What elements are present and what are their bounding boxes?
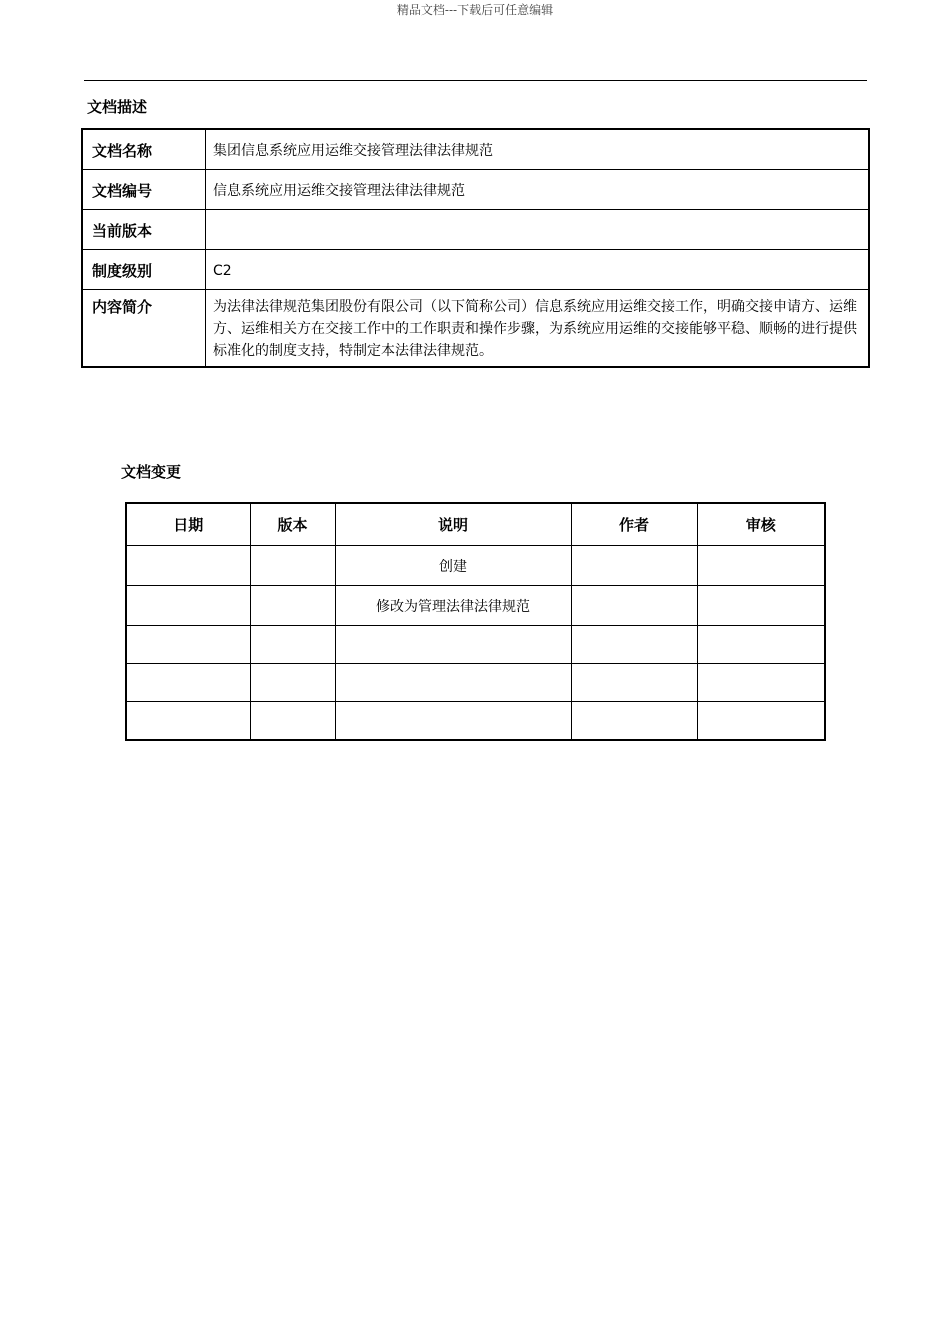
table-cell — [250, 546, 335, 586]
table-cell — [571, 586, 697, 626]
table-row — [126, 586, 825, 626]
top-rule — [84, 80, 867, 81]
desc-value: 集团信息系统应用运维交接管理法律法律规范 — [206, 129, 870, 169]
desc-value — [206, 209, 870, 249]
table-cell — [335, 664, 571, 702]
table-cell — [697, 586, 825, 626]
table-cell: 修改为管理法律法律规范 — [335, 586, 571, 626]
document-description-title: 文档描述 — [87, 98, 148, 116]
document-changes-table — [125, 502, 826, 741]
table-cell — [126, 546, 250, 586]
column-header: 版本 — [250, 503, 335, 546]
desc-row-summary — [82, 289, 869, 367]
desc-label: 内容简介 — [82, 289, 206, 367]
table-cell — [697, 702, 825, 741]
desc-row-version — [82, 209, 869, 249]
table-cell — [571, 546, 697, 586]
document-changes-title: 文档变更 — [121, 463, 182, 481]
table-cell — [250, 586, 335, 626]
desc-value: 为法律法律规范集团股份有限公司（以下简称公司）信息系统应用运维交接工作，明确交接申请方、运维方、运维相关方在交接工作中的工作职责和操作步骤，为系统应用运维的交接能够平稳、顺畅的进行提供标准化的制度支持，特制定本法律法律规范。 — [206, 289, 870, 367]
document-description-table — [81, 128, 870, 368]
table-cell — [250, 702, 335, 741]
table-cell — [697, 626, 825, 664]
table-header-row — [126, 503, 825, 546]
table-cell — [571, 626, 697, 664]
table-cell — [126, 702, 250, 741]
desc-row-number — [82, 169, 869, 209]
table-cell — [250, 626, 335, 664]
column-header: 审核 — [697, 503, 825, 546]
table-cell — [335, 702, 571, 741]
column-header: 日期 — [126, 503, 250, 546]
table-cell — [571, 664, 697, 702]
column-header: 说明 — [335, 503, 571, 546]
table-cell — [126, 664, 250, 702]
table-row — [126, 702, 825, 741]
table-cell — [126, 586, 250, 626]
desc-label: 制度级别 — [82, 249, 206, 289]
table-cell — [697, 664, 825, 702]
column-header: 作者 — [571, 503, 697, 546]
table-cell — [697, 546, 825, 586]
table-cell — [126, 626, 250, 664]
table-cell — [335, 626, 571, 664]
table-row — [126, 664, 825, 702]
table-cell — [250, 664, 335, 702]
desc-label: 当前版本 — [82, 209, 206, 249]
table-row — [126, 626, 825, 664]
desc-row-level — [82, 249, 869, 289]
desc-label: 文档名称 — [82, 129, 206, 169]
table-cell — [571, 702, 697, 741]
desc-value: 信息系统应用运维交接管理法律法律规范 — [206, 169, 870, 209]
desc-row-name — [82, 129, 869, 169]
desc-value: C2 — [206, 249, 870, 289]
table-row — [126, 546, 825, 586]
desc-label: 文档编号 — [82, 169, 206, 209]
page-header-note: 精品文档---下载后可任意编辑 — [396, 3, 554, 17]
table-cell: 创建 — [335, 546, 571, 586]
